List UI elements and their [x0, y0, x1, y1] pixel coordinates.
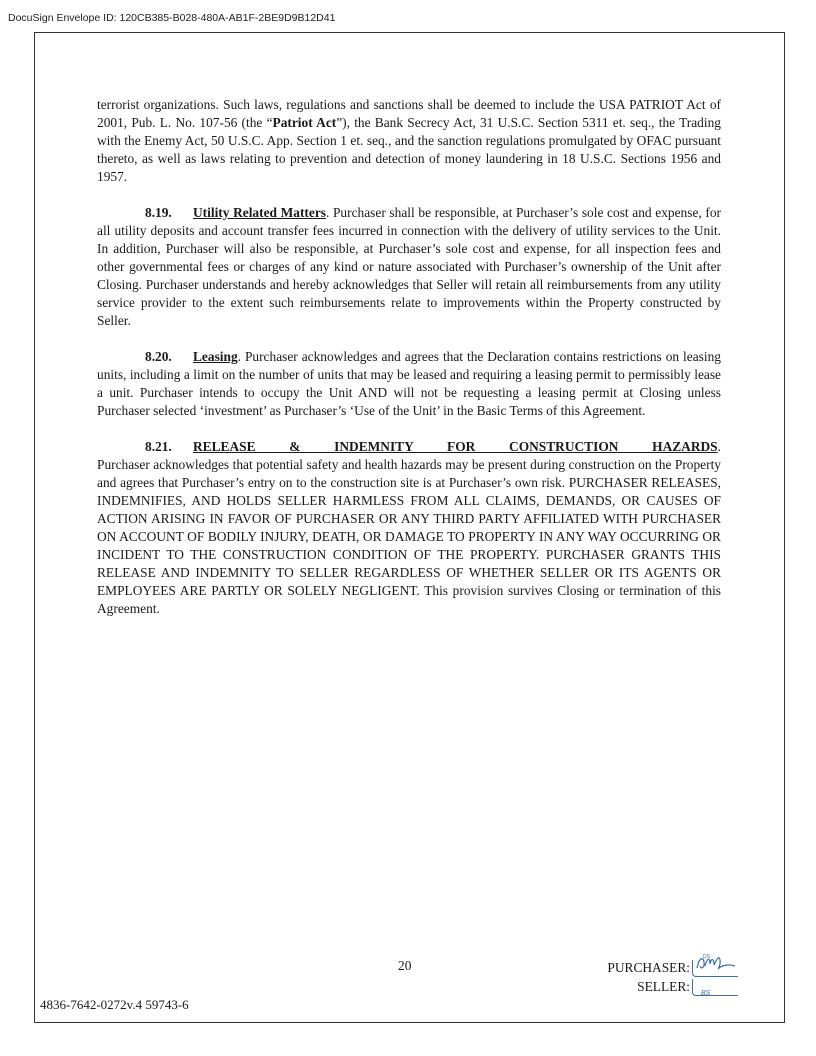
section-8-20 [97, 348, 721, 420]
section-title: RELEASE & INDEMNITY FOR CONSTRUCTION HAZARDS [193, 439, 718, 454]
section-text: . Purchaser acknowledges that potential safety and health hazards may be present during construction on the Property and agrees that Purchaser’s entry on to the construction site is at Purchaser’s own risk. PURCHASER RELEASES, INDEMNIFIES, AND HOLDS SELLER HARMLESS FROM ALL CLAIMS, DEMANDS, OR CAUSES OF ACTION ARISING IN FAVOR OF PURCHASER OR ANY THIRD PARTY AFFILIATED WITH PURCHASER ON ACCOUNT OF BODILY INJURY, DEATH, OR DAMAGE TO PROPERTY IN ANY WAY OCCURRING OR INCIDENT TO THE CONSTRUCTION CONDITION OF THE PROPERTY. PURCHASER GRANTS THIS RELEASE AND INDEMNITY TO SELLER REGARDLESS OF WHETHER SELLER OR ITS AGENTS OR EMPLOYEES ARE PARTLY OR SOLELY NEGLIGENT. This provision survives Closing or termination of this Agreement. [97, 439, 721, 616]
section-title: Leasing [193, 349, 238, 364]
purchaser-label: PURCHASER: [607, 960, 690, 975]
page-number: 20 [398, 958, 412, 973]
section-text: . Purchaser acknowledges and agrees that the Declaration contains restrictions on leasing units, including a limit on the number of units that may be leased and requiring a leasing permit to permissibly lease a unit. Purchaser intends to occupy the Unit AND will not be requesting a leasing permit at Closing unless Purchaser selected ‘investment’ as Purchaser’s ‘Use of the Unit’ in the Basic Terms of this Agreement. [97, 349, 721, 418]
seller-initials: BS [701, 990, 711, 997]
docusign-tag: DS [703, 954, 710, 960]
section-text: . Purchaser shall be responsible, at Purchaser’s sole cost and expense, for all utility deposits and account transfer fees incurred in connection with the delivery of utility services to the Unit. In addition, Purchaser will also be responsible, at Purchaser’s sole cost and expense, for all inspection fees and other governmental fees or charges of any kind or nature associated with Purchaser’s ownership of the Unit after Closing. Purchaser understands and hereby acknowledges that Seller will retain all reimbursements from any utility service provider to the extent such reimbursements relate to improvements within the Property constructed by Seller. [97, 205, 721, 328]
purchaser-initials-box[interactable] [692, 954, 738, 977]
seller-initials-box[interactable] [692, 979, 738, 996]
section-title: Utility Related Matters [193, 205, 326, 220]
initials-block [607, 954, 738, 997]
document-id: 4836-7642-0272v.4 59743-6 [40, 997, 189, 1012]
document-body [97, 96, 721, 636]
seller-initials-row [607, 977, 738, 996]
section-number: 8.21. [145, 439, 172, 454]
section-number: 8.20. [145, 349, 172, 364]
patriot-act-term: Patriot Act [272, 115, 337, 130]
purchaser-initials-row [607, 954, 738, 977]
section-8-19 [97, 204, 721, 330]
purchaser-initials-signature-icon [693, 952, 739, 976]
intro-paragraph: terrorist organizations. Such laws, regulations and sanctions shall be deemed to include the USA PATRIOT Act of 2001, Pub. L. No. 107-56 (the “Patriot Act”), the Bank Secrecy Act, 31 U.S.C. Section 5311 et. seq., the Trading with the Enemy Act, 50 U.S.C. App. Section 1 et. seq., and the sanction regulations promulgated by OFAC pursuant thereto, as well as laws relating to prevention and detection of money laundering in 18 U.S.C. Sections 1956 and 1957. [97, 97, 721, 184]
seller-label: SELLER: [637, 979, 690, 994]
envelope-id: DocuSign Envelope ID: 120CB385-B028-480A-AB1F-2BE9D9B12D41 [8, 12, 336, 24]
section-8-21 [97, 438, 721, 618]
section-number: 8.19. [145, 205, 172, 220]
